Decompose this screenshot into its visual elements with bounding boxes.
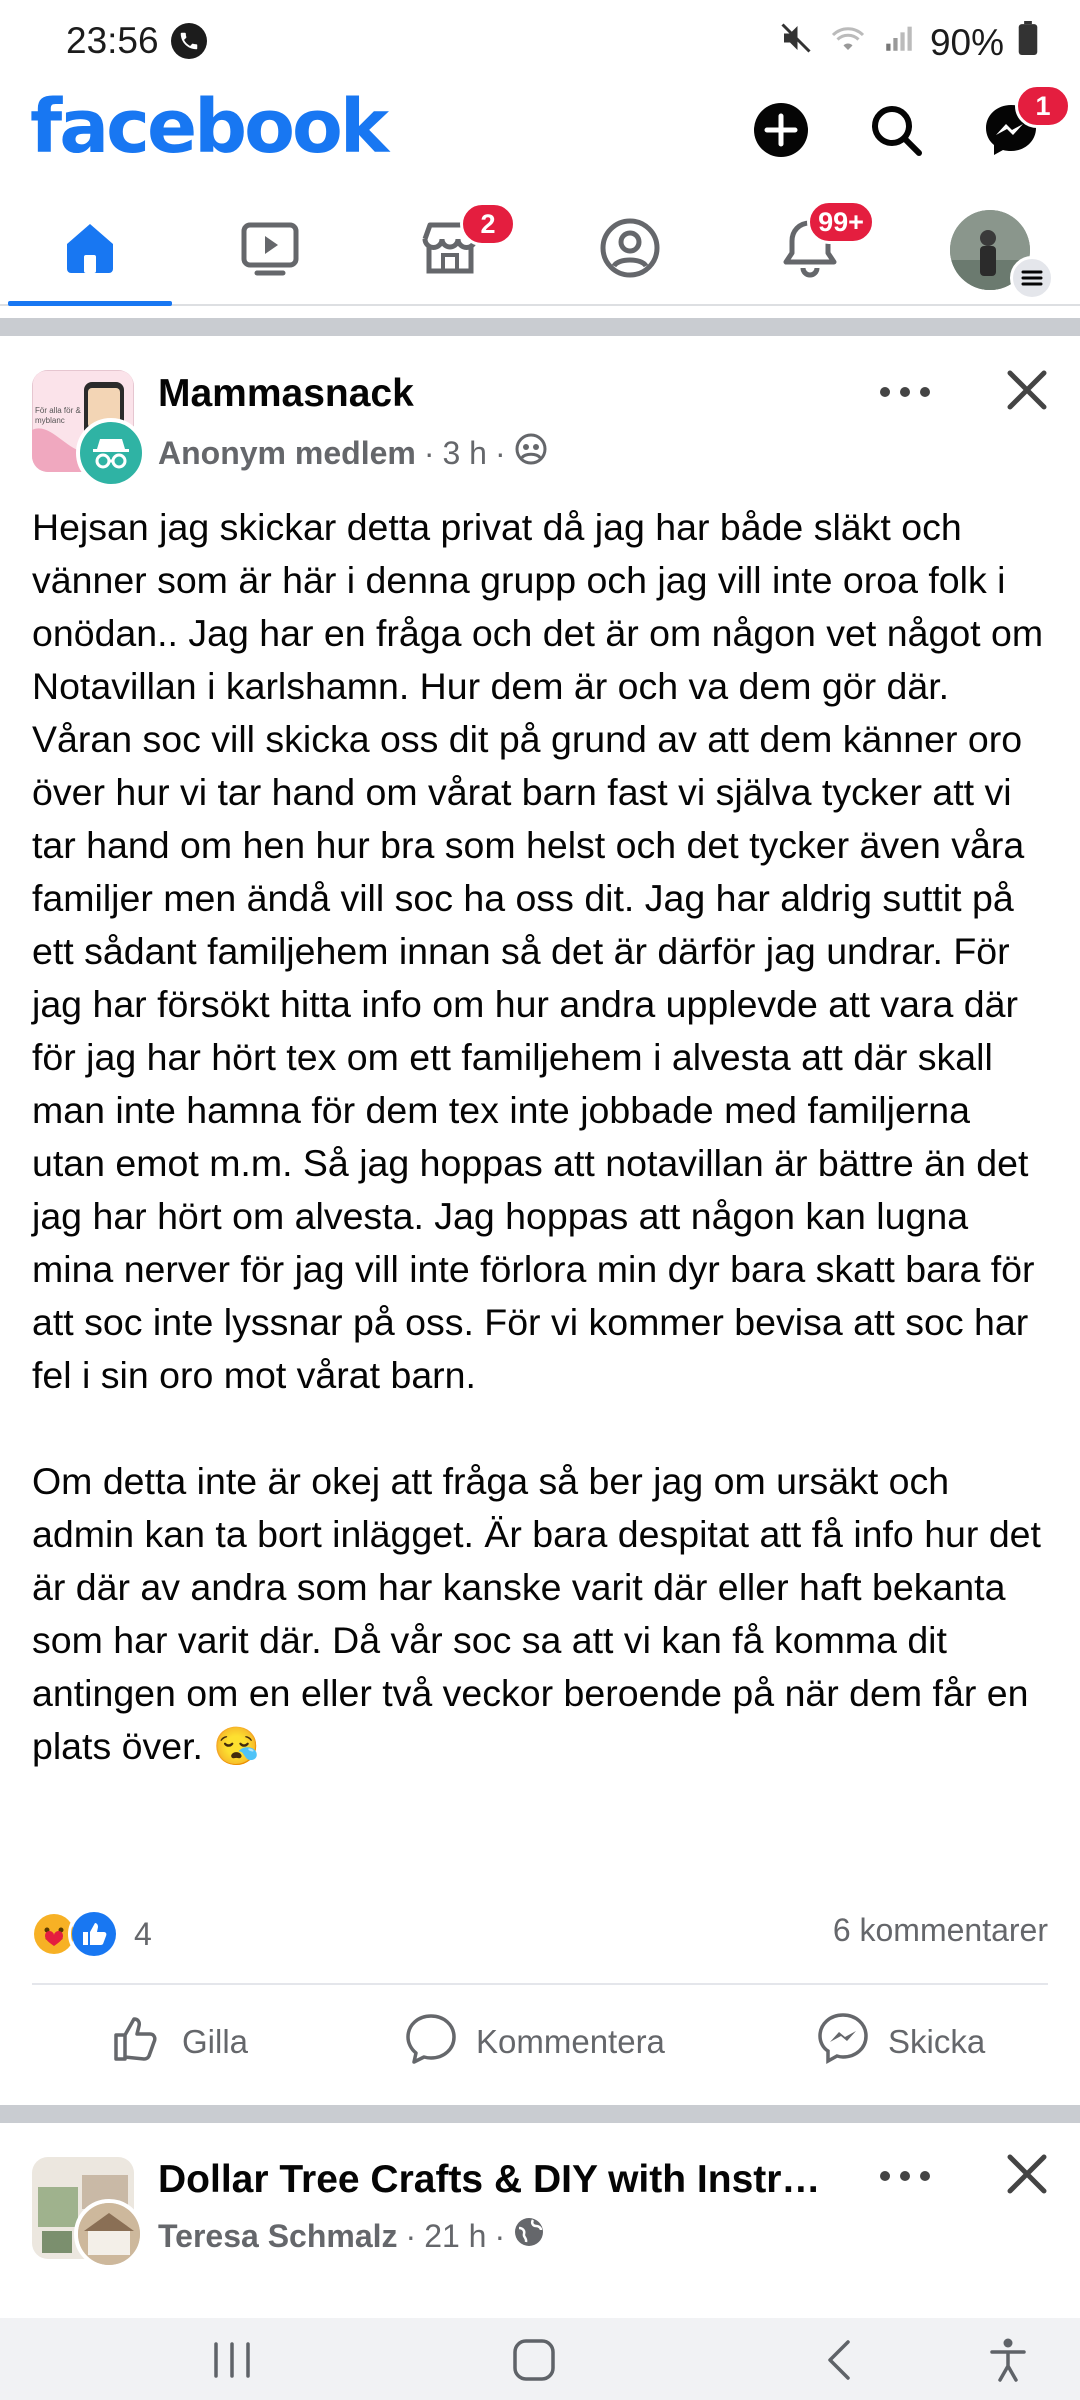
globe-icon (513, 2216, 545, 2256)
meta-dot: · (494, 434, 506, 471)
anonymous-member-icon (76, 418, 146, 488)
messenger-send-icon (816, 2011, 870, 2073)
reaction-summary[interactable] (32, 1908, 152, 1960)
group-name[interactable]: Dollar Tree Crafts & DIY with Instr… (158, 2158, 821, 2201)
home-button-icon[interactable] (512, 2338, 556, 2387)
signal-icon (882, 21, 916, 64)
status-bar (0, 0, 1080, 86)
messenger-button[interactable] (975, 90, 1051, 168)
more-options-icon[interactable] (880, 2161, 930, 2191)
meta-dot: · (405, 2217, 417, 2254)
group-avatar-caption: För alla för & myblanc (35, 406, 81, 425)
recent-apps-icon[interactable] (210, 2340, 254, 2385)
author-name[interactable]: Anonym medlem (158, 434, 416, 471)
tab-profile[interactable] (540, 196, 720, 304)
plus-icon (752, 101, 810, 164)
tab-menu[interactable] (900, 196, 1080, 304)
back-icon[interactable] (820, 2338, 860, 2387)
share-label: Skicka (888, 2023, 986, 2060)
close-icon[interactable] (1005, 368, 1049, 412)
battery-icon (1018, 21, 1038, 64)
author-name[interactable]: Teresa Schmalz (158, 2217, 398, 2254)
thumbs-up-icon (110, 2011, 164, 2073)
more-options-icon[interactable] (880, 377, 930, 407)
tab-marketplace[interactable] (360, 196, 540, 304)
messenger-badge: 1 (1015, 84, 1071, 128)
post-meta (158, 2216, 545, 2256)
meta-dot: · (423, 434, 435, 471)
tab-video[interactable] (180, 196, 360, 304)
comment-button[interactable] (404, 2012, 665, 2072)
post-meta (158, 432, 548, 474)
author-avatar[interactable] (74, 2199, 144, 2269)
post-text (32, 501, 1052, 1773)
nav-tabs (0, 196, 1080, 306)
tab-home[interactable] (0, 196, 180, 304)
menu-icon (1010, 256, 1054, 300)
like-button[interactable] (110, 2012, 248, 2072)
create-button[interactable] (745, 96, 817, 168)
home-icon (59, 217, 121, 284)
notifications-badge: 99+ (807, 200, 875, 244)
search-button[interactable] (860, 96, 932, 168)
close-icon[interactable] (1005, 2152, 1049, 2196)
app-header (0, 86, 1080, 186)
like-reaction-icon (68, 1908, 120, 1960)
mute-icon (778, 20, 814, 65)
like-label: Gilla (182, 2023, 249, 2060)
post-time[interactable]: 21 h (424, 2217, 487, 2254)
post-time[interactable]: 3 h (442, 434, 487, 471)
system-navigation-bar (0, 2318, 1080, 2400)
battery-percent: 90% (929, 21, 1004, 63)
status-time: 23:56 (66, 20, 159, 61)
comment-label: Kommentera (476, 2023, 665, 2060)
comment-count[interactable]: 6 kommentarer (832, 1912, 1048, 1948)
wifi-icon (828, 20, 868, 65)
group-name[interactable]: Mammasnack (158, 372, 414, 415)
post-paragraph: Hejsan jag skickar detta privat då jag har både släkt och vänner som är här i denna grupp och jag vill inte oroa folk i onödan.. Jag har en fråga och det är om någon vet något om Notavillan i karlshamn. Hur dem är och va dem gör där. Våran soc vill skicka oss dit på grund av att dem känner oro över hur vi tar hand om vårat barn fast vi själva tycker att vi tar hand om hen hur bra som helst och det tycker även våra familjer men ändå vill soc ha oss dit. Jag har aldrig suttit på ett sådant familjehem innan så det är därför jag undrar. För jag har försökt hitta info om hur andra upplevde att vara där för jag har hört tex om ett familjehem i alvesta att där skall man inte hamna för dem tex inte jobbade med familjerna utan emot m.m. Så jag hoppas att notavillan är bättre än det jag har hört om alvesta. Jag hoppas att någon kan lugna mina nerver för jag vill inte förlora min dyr bara skatt bara för att soc inte lyssnar på oss. För vi kommer bevisa att soc har fel i sin oro mot vårat barn. (32, 506, 1044, 1396)
share-button[interactable] (816, 2012, 985, 2072)
post-paragraph: Om detta inte är okej att fråga så ber jag om ursäkt och admin kan ta bort inlägget. Är bara despitat att få info hur det är där av andra som har kanske varit där eller haft bekanta som har varit där. Då vår soc sa att vi kan få komma dit antingen om en eller två veckor beroende på när dem får en plats över. 😪 (32, 1460, 1041, 1767)
accessibility-icon[interactable] (986, 2336, 1030, 2389)
group-privacy-icon (514, 432, 548, 474)
feed-separator (0, 2105, 1080, 2123)
tab-notifications[interactable] (720, 196, 900, 304)
meta-dot: · (494, 2217, 506, 2254)
profile-icon (599, 217, 661, 284)
search-icon (867, 101, 925, 164)
reaction-count: 4 (134, 1915, 152, 1952)
feed-separator (0, 318, 1080, 336)
comment-icon (404, 2011, 458, 2073)
facebook-logo[interactable]: facebook (30, 84, 387, 170)
marketplace-badge: 2 (460, 202, 516, 246)
phone-call-icon (171, 23, 207, 59)
actions-divider (32, 1983, 1048, 1985)
video-icon (239, 217, 301, 284)
